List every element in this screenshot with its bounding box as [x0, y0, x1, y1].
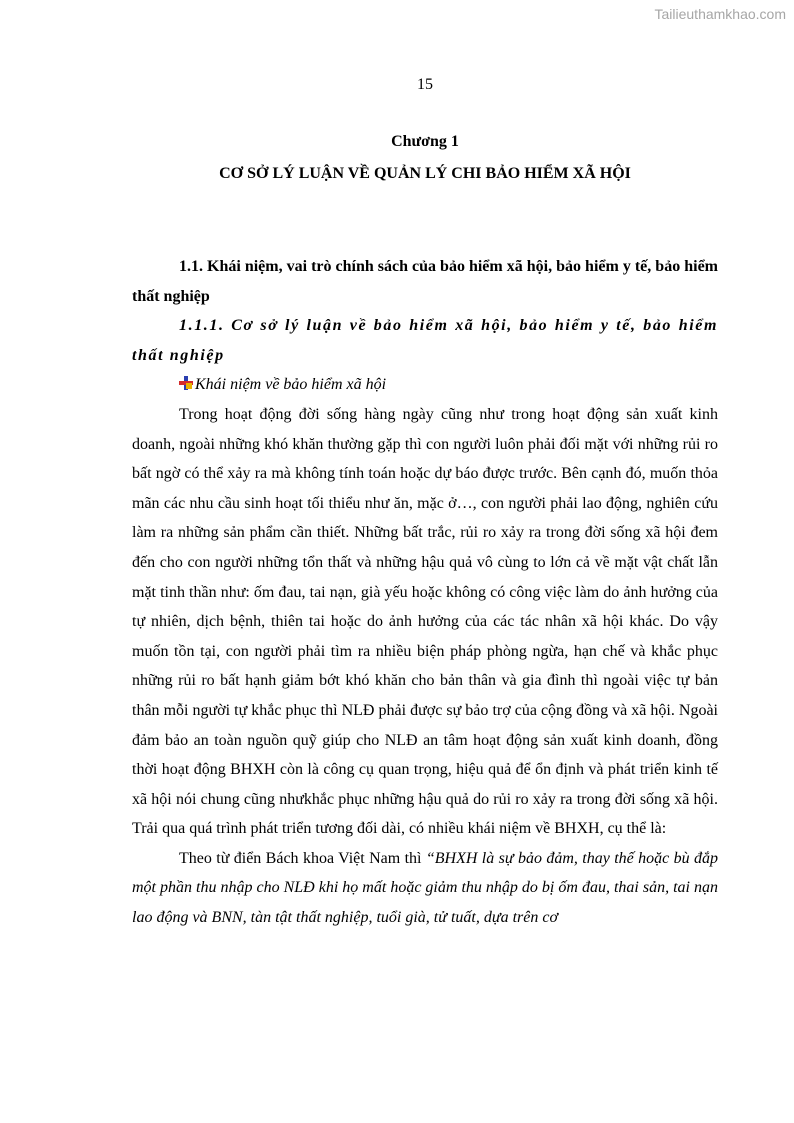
chapter-title: CƠ SỞ LÝ LUẬN VỀ QUẢN LÝ CHI BẢO HIỂM XÃ HỘI: [219, 165, 631, 182]
section-heading-1-1: 1.1. Khái niệm, vai trò chính sách của bảo hiểm xã hội, bảo hiểm y tế, bảo hiểm thất nghiệp: [132, 258, 718, 305]
watermark: Tailieuthamkhao.com: [654, 6, 786, 22]
chapter-label: Chương 1: [391, 133, 459, 150]
section-heading-1-1-1: 1.1.1. Cơ sở lý luận về bảo hiểm xã hội, bảo hiểm y tế, bảo hiểm thất nghiệp: [132, 317, 718, 364]
paragraph: Trong hoạt động đời sống hàng ngày cũng như trong hoạt động sản xuất kinh doanh, ngoài những khó khăn thường gặp thì con người luôn phải đối mặt với những rủi ro bất ngờ có thể xảy ra mà không tính toán hoặc dự báo được trước. Bên cạnh đó, muốn thỏa mãn các nhu cầu sinh hoạt tối thiểu như ăn, mặc ở…, con người phải lao động, nghiên cứu làm ra những sản phẩm cần thiết. Những bất trắc, rủi ro xảy ra trong đời sống xã hội đem đến cho con người những tổn thất và những hậu quả vô cùng to lớn cả về mặt vật chất lẫn mặt tinh thần như: ốm đau, tai nạn, già yếu hoặc không có công việc làm do ảnh hưởng của tự nhiên, dịch bệnh, thiên tai hoặc do ảnh hưởng của các tác nhân xã hội khác. Do vậy muốn tồn tại, con người phải tìm ra nhiều biện pháp phòng ngừa, hạn chế và khắc phục những rủi ro bất hạnh giảm bớt khó khăn cho bản thân và gia đình thì ngoài việc tự bản thân mỗi người tự khắc phục thì NLĐ phải được sự bảo trợ của cộng đồng và xã hội. Ngoài đảm bảo an toàn nguồn quỹ giúp cho NLĐ an tâm hoạt động sản xuất kinh doanh, đồng thời hoạt động BHXH còn là công cụ quan trọng, hiệu quả để ổn định và phát triển kinh tế xã hội nói chung cũng nhưkhắc phục những hậu quả do rủi ro xảy ra trong đời sống xã hội. Trải qua quá trình phát triển tương đối dài, có nhiều khái niệm về BHXH, cụ thể là:: [132, 405, 718, 838]
bullet-heading-text: Khái niệm về bảo hiểm xã hội: [195, 376, 387, 394]
quote-text: “BHXH là sự bảo đảm, thay thế hoặc bù đắp một phần thu nhập cho NLĐ khi họ mất hoặc giảm thu nhập do bị ốm đau, thai sản, tai nạn lao động và BNN, tàn tật thất nghiệp, tuổi già, tử tuất, dựa trên cơ: [132, 849, 718, 927]
bullet-plus-icon: [179, 376, 193, 390]
page-number: 15: [417, 76, 433, 93]
paragraph-quote: [132, 844, 718, 933]
bullet-heading: [132, 370, 718, 400]
paragraph-lead: Theo từ điển Bách khoa Việt Nam thì: [179, 849, 426, 867]
document-body: [132, 252, 718, 933]
